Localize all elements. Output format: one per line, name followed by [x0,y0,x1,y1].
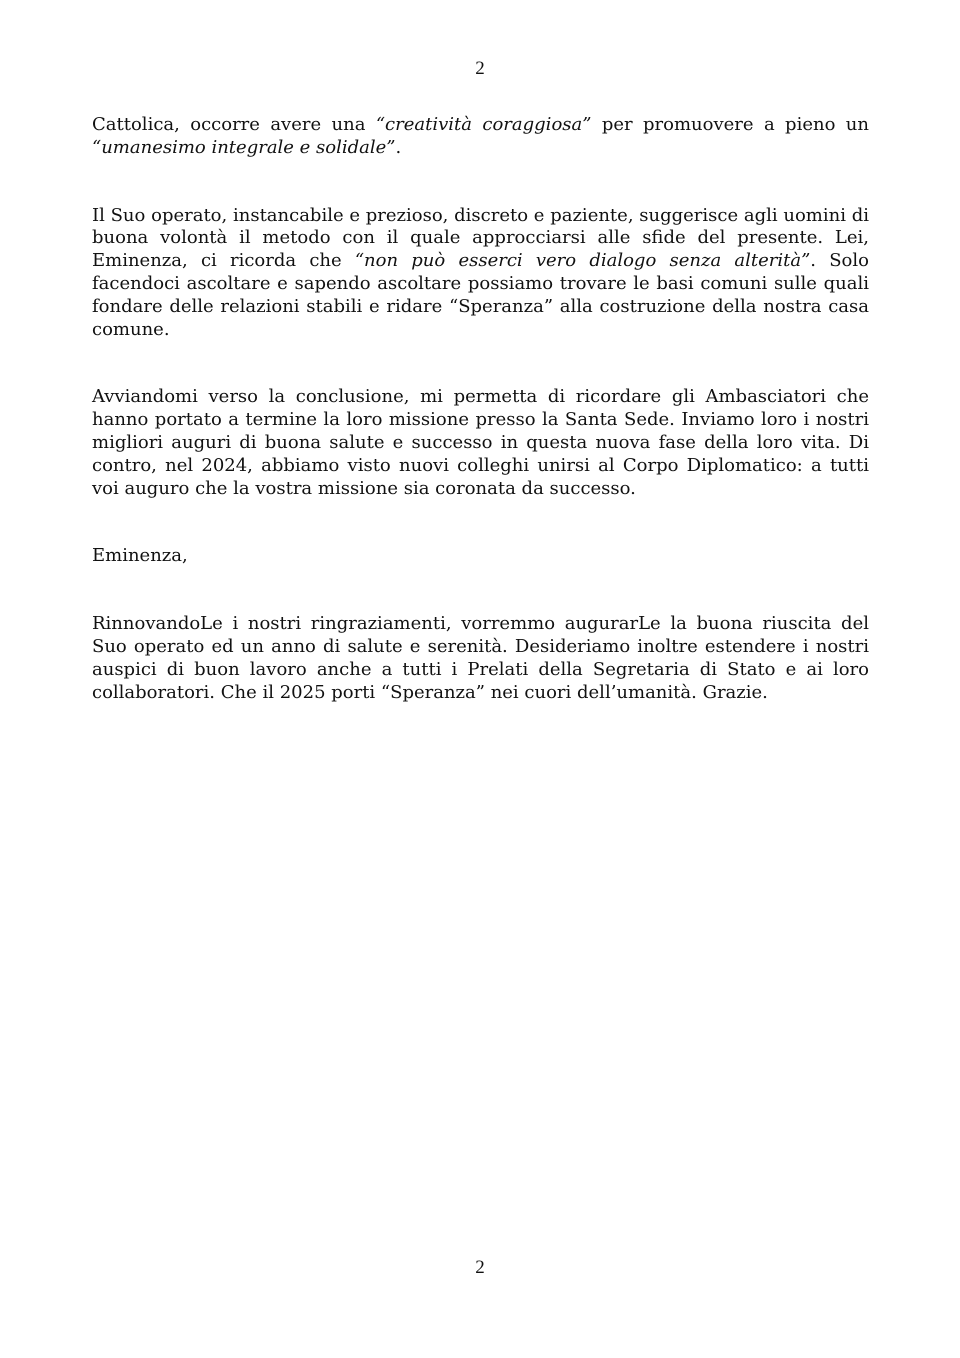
paragraph-2-text-a: Il Suo operato, instancabile e prezioso, discreto e paziente, suggerisce agli uomini di buona volontà il metodo con il quale approcciarsi alle sfide del presente. Lei, Eminenza, ci ricorda che [92,204,869,272]
paragraph-5: RinnovandoLe i nostri ringraziamenti, vorremmo augurarLe la buona riuscita del Suo operato ed un anno di salute e serenità. Desideriamo inoltre estendere i nostri auspici di buon lavoro anche a tutti i Prelati della Segretaria di Stato e ai loro collaboratori. Che il 2025 porti “Speranza” nei cuori dell’umanità. Grazie. [92,613,869,703]
paragraph-1-text-c: per promuovere a pieno un [591,114,869,135]
salutation: Eminenza, [92,545,188,567]
paragraph-1-text-e: . [395,136,402,158]
quote-creativita-coraggiosa: “creatività coraggiosa” [375,114,592,135]
document-body [92,114,869,704]
paragraph-3: Avviandomi verso la conclusione, mi permetta di ricordare gli Ambasciatori che hanno portato a termine la loro missione presso la Santa Sede. Inviamo loro i nostri migliori auguri di buona salute e successo in questa nuova fase della loro vita. Di contro, nel 2024, abbiamo visto nuovi colleghi unirsi al Corpo Diplomatico: a tutti voi auguro che la vostra missione sia coronata da successo. [92,386,869,499]
quote-umanesimo-integrale: “umanesimo integrale e solidale” [92,136,396,158]
page-number-top: 2 [475,58,485,79]
paragraph-1 [92,114,869,160]
paragraph-1-text-a: Cattolica, occorre avere una [92,114,376,135]
paragraph-2-text-c: . Solo facendoci ascoltare e sapendo ascoltare possiamo trovare le basi comuni sulle quali fondare delle relazioni stabili e ridare “Speranza” alla costruzione della nostra casa comune. [92,250,869,340]
page-number-bottom: 2 [475,1257,485,1278]
quote-dialogo-alterita: “non può esserci vero dialogo senza alterità” [354,250,811,272]
paragraph-2 [92,205,869,342]
